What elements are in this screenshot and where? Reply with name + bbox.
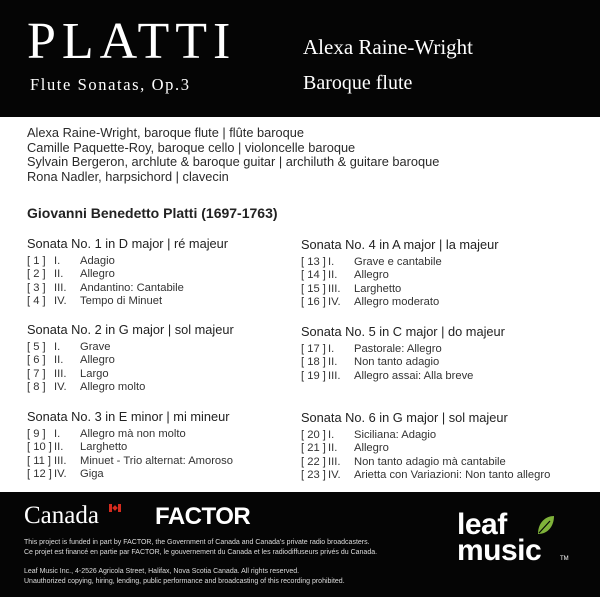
track-number: [ 21 ] [301,442,326,455]
sonata-block-3 [27,409,302,481]
funding-notice-en: This project is funded in part by FACTOR, the Government of Canada and Canada's private radio broadcasters. [24,539,370,546]
movement-number: IV. [54,294,67,307]
track-number: [ 18 ] [301,356,326,369]
sonata-block-2 [27,322,302,394]
track-row[interactable] [27,455,302,468]
track-row[interactable] [301,256,576,269]
movement-number: III. [328,455,341,468]
leaf-music-logo [457,508,569,567]
funding-notice [24,538,377,557]
movement-number: II. [54,268,64,281]
track-row[interactable] [27,255,302,268]
track-title: Allegro [354,269,389,282]
factor-logo: FACTOR [155,503,251,530]
movement-number: II. [328,269,338,282]
sonata-block-5 [301,324,576,383]
track-number: [ 15 ] [301,282,326,295]
track-title: Allegro [354,442,389,455]
track-title: Largo [80,367,109,380]
track-title: Arietta con Variazioni: Non tanto allegro [354,468,551,481]
track-row[interactable] [301,296,576,309]
movement-number: IV. [54,467,67,480]
legal-address: Leaf Music Inc., 4-2526 Agricola Street, Halifax, Nova Scotia Canada. All rights reserved. [24,568,300,575]
track-number: [ 9 ] [27,428,46,440]
track-row[interactable] [27,282,302,295]
movement-number: I. [54,428,61,440]
track-row[interactable] [27,368,302,381]
track-row[interactable] [301,429,576,442]
leaf-icon [536,514,556,536]
track-title: Allegro mà non molto [80,428,186,440]
movement-number: III. [54,454,67,467]
track-row[interactable] [27,341,302,354]
movement-number: II. [54,354,64,367]
track-row[interactable] [27,428,302,441]
movement-number: IV. [328,468,341,481]
track-title: Andantino: Cantabile [80,281,184,294]
track-number: [ 14 ] [301,269,326,282]
track-row[interactable] [27,441,302,454]
legal-copyright: Unauthorized copying, hiring, lending, public performance and broadcasting of this recording prohibited. [24,577,345,585]
track-number: [ 3 ] [27,281,46,294]
track-row[interactable] [301,442,576,455]
track-row[interactable] [27,354,302,367]
performer-list [27,126,439,184]
album-title: PLATTI [27,13,237,70]
track-title: Larghetto [354,282,402,295]
track-row[interactable] [301,456,576,469]
track-row[interactable] [27,295,302,308]
sonata-title: Sonata No. 4 in A major | la majeur [301,237,499,252]
movement-number: I. [54,341,61,353]
composer-heading: Giovanni Benedetto Platti (1697-1763) [27,205,278,221]
sonata-block-1 [27,236,302,308]
movement-number: III. [54,367,67,380]
track-number: [ 20 ] [301,429,326,441]
track-title: Allegro [80,354,115,367]
track-number: [ 16 ] [301,295,326,308]
track-title: Non tanto adagio mà cantabile [354,455,506,468]
track-number: [ 23 ] [301,468,326,481]
movement-number: II. [328,356,338,369]
track-title: Grave e cantabile [354,256,442,268]
track-number: [ 5 ] [27,341,46,353]
track-row[interactable] [27,381,302,394]
legal-notice [24,567,345,586]
track-title: Larghetto [80,441,128,454]
track-row[interactable] [301,370,576,383]
movement-number: III. [54,281,67,294]
movement-number: II. [328,442,338,455]
track-number: [ 17 ] [301,343,326,355]
movement-number: I. [328,343,335,355]
track-number: [ 11 ] [27,454,52,467]
track-number: [ 2 ] [27,268,46,281]
track-row[interactable] [301,469,576,482]
track-title: Allegro molto [80,380,146,393]
track-title: Tempo di Minuet [80,294,163,307]
sonata-block-4 [301,237,576,309]
sonata-block-6 [301,410,576,482]
track-row[interactable] [301,343,576,356]
track-title: Pastorale: Allegro [354,343,442,355]
track-row[interactable] [301,283,576,296]
track-title: Allegro moderato [354,295,440,308]
track-row[interactable] [301,356,576,369]
sonata-title: Sonata No. 6 in G major | sol majeur [301,410,508,425]
performer-line: Camille Paquette-Roy, baroque cello | violoncelle baroque [27,139,356,155]
movement-number: IV. [328,295,341,308]
track-title: Non tanto adagio [354,356,440,369]
track-number: [ 22 ] [301,455,326,468]
sonata-title: Sonata No. 3 in E minor | mi mineur [27,409,230,424]
funding-notice-fr: Ce projet est financé en partie par FACTOR, le gouvernement du Canada et les radiodiffuseurs privés du Canada. [24,548,378,556]
movement-number: I. [54,255,61,267]
track-title: Giga [80,467,104,480]
track-number: [ 7 ] [27,367,46,380]
track-number: [ 1 ] [27,255,46,267]
movement-number: II. [54,441,64,454]
track-title: Grave [80,341,111,353]
sonata-title: Sonata No. 5 in C major | do majeur [301,324,505,339]
track-title: Minuet - Trio alternat: Amoroso [80,454,233,467]
track-number: [ 8 ] [27,380,46,393]
footer-banner [0,492,600,597]
track-title: Allegro [80,268,115,281]
track-title: Adagio [80,255,115,267]
trademark-mark: TM [560,556,569,562]
movement-number: I. [328,256,335,268]
performer-line: Rona Nadler, harpsichord | clavecin [27,168,229,184]
movement-number: III. [328,369,341,382]
track-row[interactable] [27,268,302,281]
track-number: [ 12 ] [27,467,52,480]
canada-wordmark: Canada [24,502,99,529]
header-banner [0,0,600,117]
track-number: [ 10 ] [27,441,52,454]
track-number: [ 4 ] [27,294,46,307]
movement-number: IV. [54,380,67,393]
album-subtitle: Flute Sonatas, Op.3 [30,75,191,94]
logo-word-music: music [457,534,542,567]
sonata-title: Sonata No. 2 in G major | sol majeur [27,322,234,337]
performer-line: Alexa Raine-Wright, baroque flute | flûte baroque [27,125,304,140]
track-number: [ 19 ] [301,369,326,382]
track-row[interactable] [301,269,576,282]
performer-line: Sylvain Bergeron, archlute & baroque guitar | archiluth & guitare baroque [27,154,440,170]
movement-number: I. [328,429,335,441]
canada-flag-icon [109,504,121,512]
track-number: [ 13 ] [301,256,326,268]
track-title: Allegro assai: Alla breve [354,369,474,382]
logo-word-leaf: leaf [457,508,507,541]
artist-instrument: Baroque flute [303,72,413,94]
artist-name: Alexa Raine-Wright [303,35,474,59]
movement-number: III. [328,282,341,295]
track-row[interactable] [27,468,302,481]
sonata-title: Sonata No. 1 in D major | ré majeur [27,236,229,251]
track-number: [ 6 ] [27,354,46,367]
track-title: Siciliana: Adagio [354,429,437,441]
